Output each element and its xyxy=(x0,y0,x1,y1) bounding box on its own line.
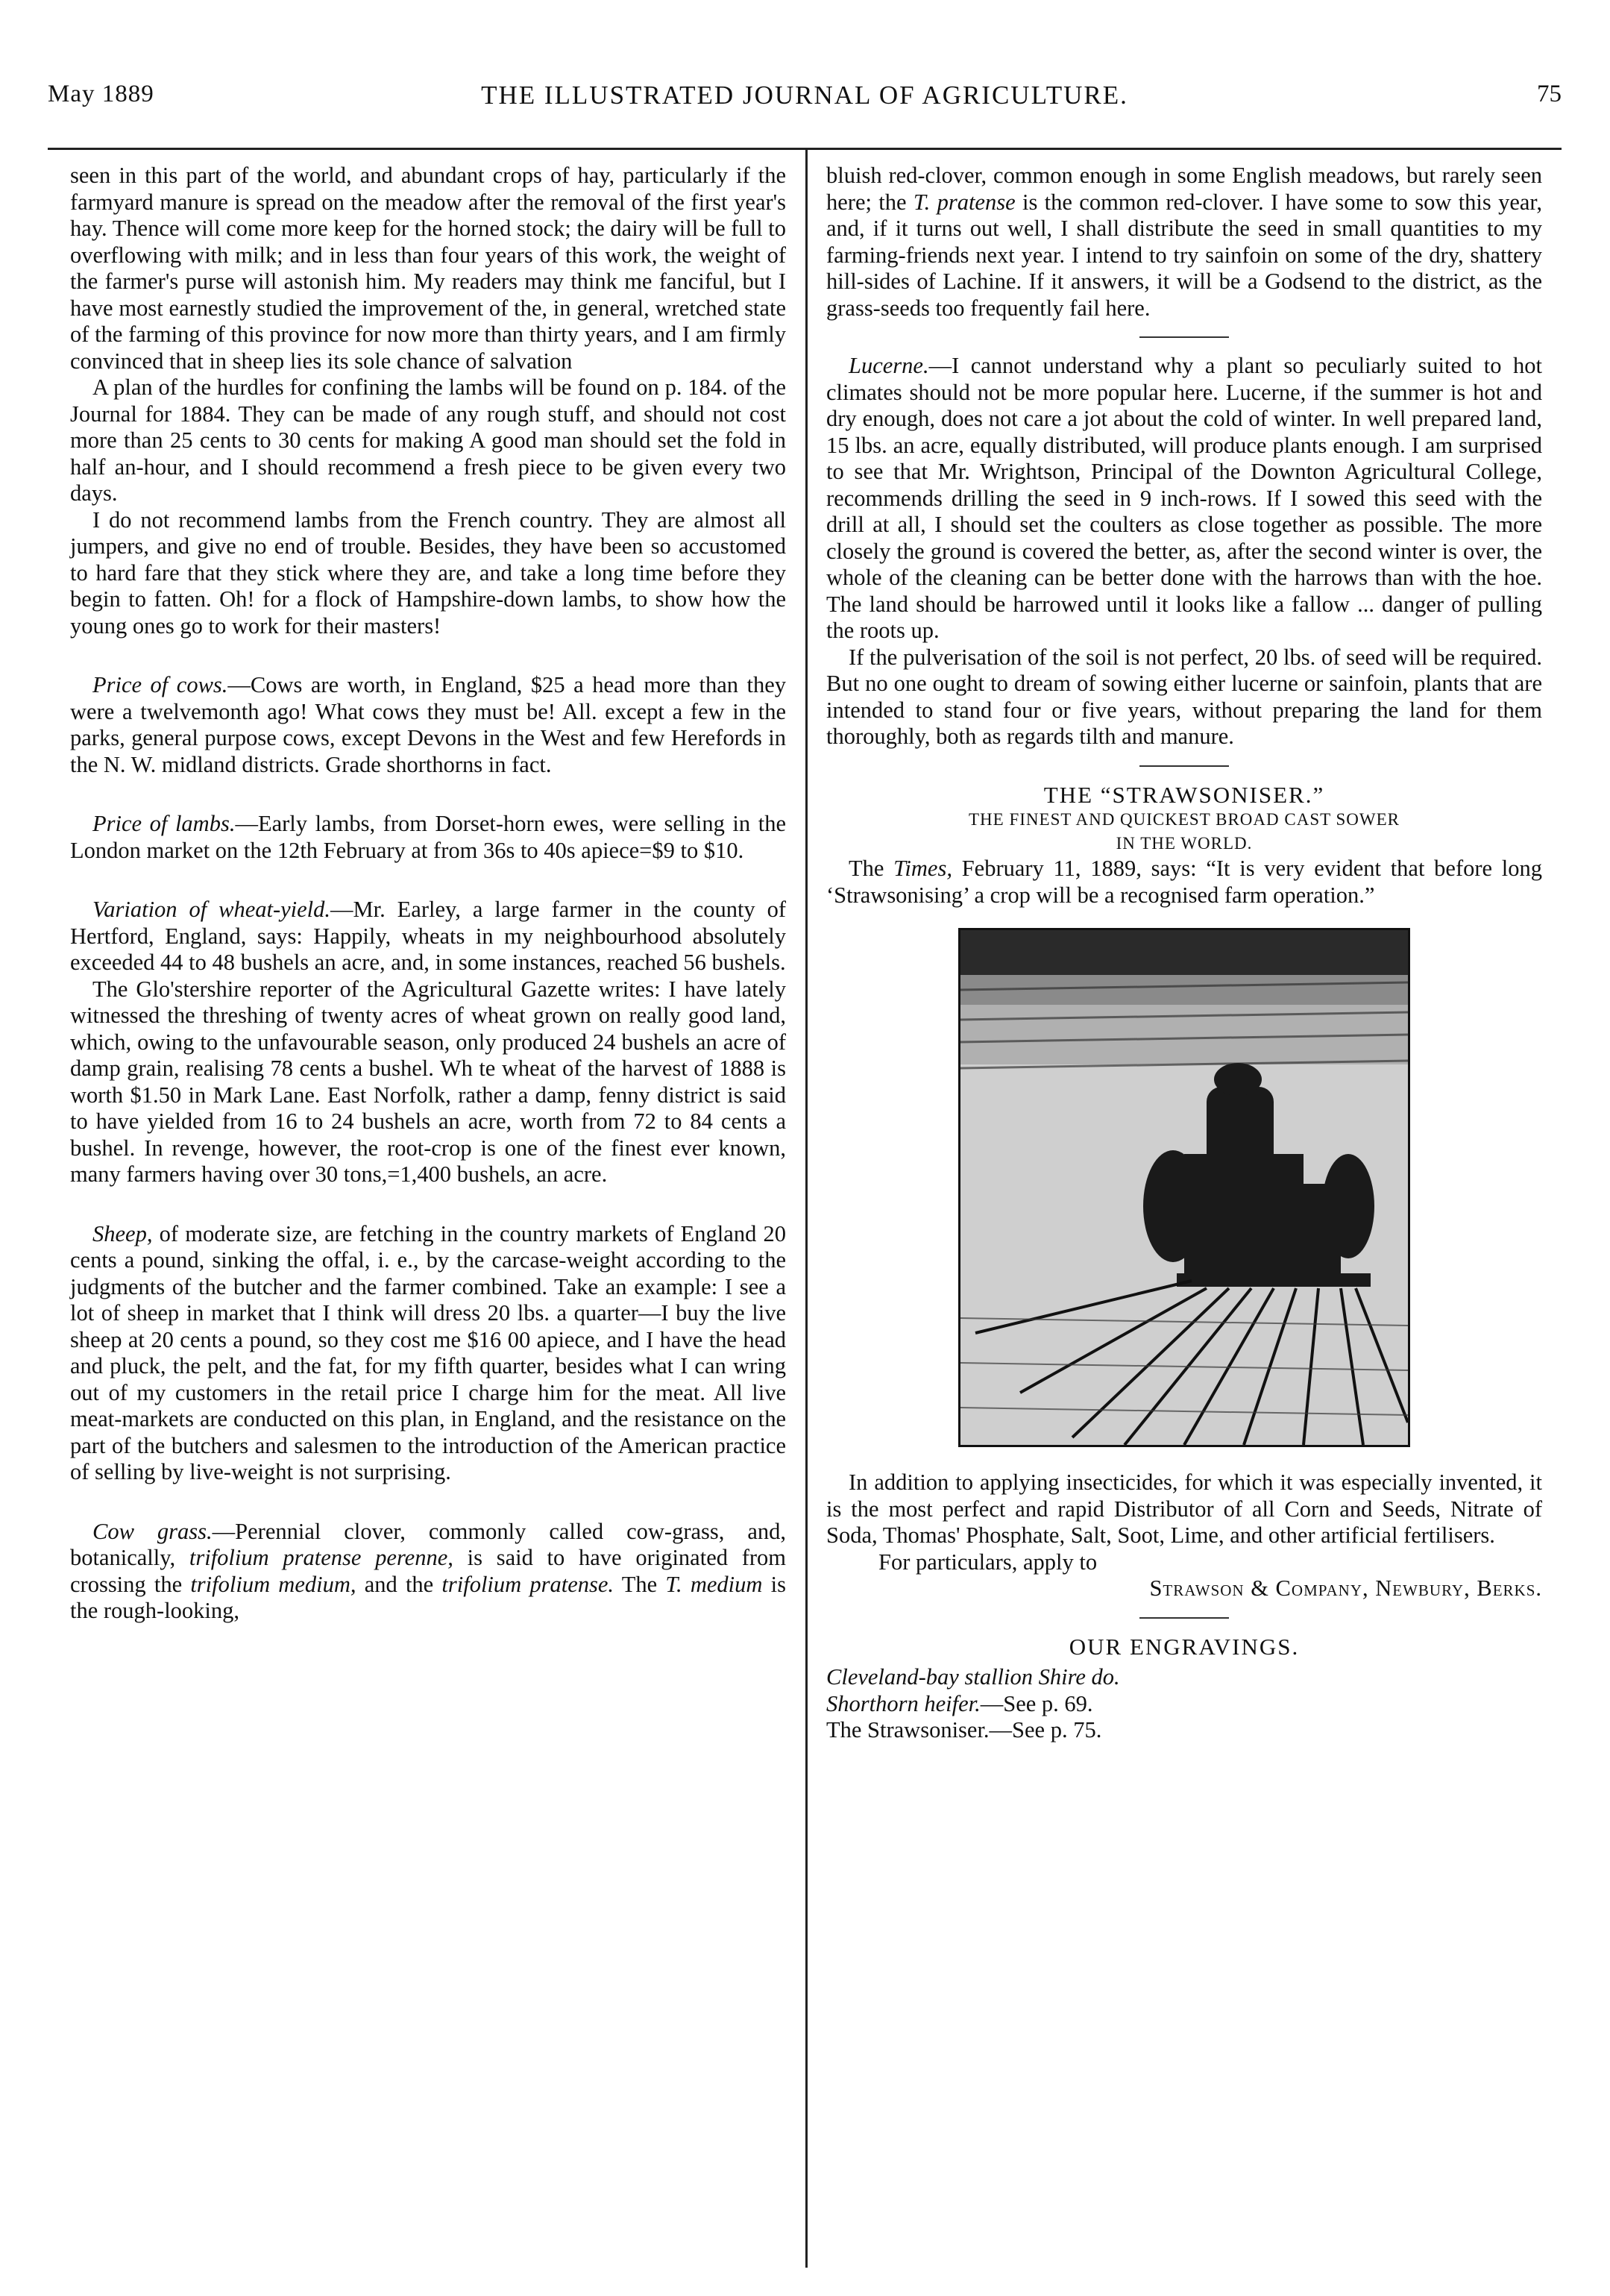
cow-grass-heading: Cow grass. xyxy=(92,1518,213,1544)
times-name: Times, xyxy=(893,856,952,881)
lucerne-heading: Lucerne. xyxy=(849,353,929,378)
cow-grass-latin-1: trifolium pratense perenne, xyxy=(189,1545,453,1570)
section-separator xyxy=(1139,1617,1229,1619)
paragraph-sheep-salvation: seen in this part of the world, and abundant crops of hay, particularly if the farmyard manure is spread on the meadow after the removal of the first year's hay. Thence will come more keep for the horned stock; the dairy will be full to overflowing with milk; and in less than four years of this work, the weight of the farmer's purse will astonish him. My readers may think me fanciful, but I have most earnestly studied the improvement of the, in general, wretched state of the farming of this province for now more than thirty years, and I am firmly convinced that in sheep lies its sole chance of salvation xyxy=(70,163,786,374)
price-of-lambs-heading: Price of lambs. xyxy=(92,811,236,836)
price-of-lambs-text: —Early lambs, from Dorset-horn ewes, were selling in the London market on the 12th February at from 36s to 40s apiece=$9 to $10. xyxy=(70,811,786,863)
paragraph-price-of-cows xyxy=(70,672,786,778)
right-column xyxy=(826,163,1542,1744)
cow-grass-latin-2: trifolium medium, xyxy=(190,1571,356,1597)
cow-grass-latin-3: trifolium pratense. xyxy=(441,1571,614,1597)
cow-grass-text: is the rough-looking, xyxy=(70,1571,786,1623)
strawsoniser-title: THE “STRAWSONISER.” xyxy=(1043,781,1325,808)
header-rule xyxy=(48,148,1562,150)
paragraph-cow-grass xyxy=(70,1519,786,1625)
red-clover-text: bluish red-clover, common enough in some English meadows, but rarely seen here; the xyxy=(826,163,1542,215)
header-page-number: 75 xyxy=(1537,81,1562,107)
paragraph-wheat-yield xyxy=(70,897,786,976)
cow-grass-text: The xyxy=(614,1571,666,1597)
paragraph-lucerne xyxy=(826,353,1542,644)
paragraph-strawsoniser-uses: In addition to applying insecticides, for which it was especially invented, it is the most perfect and rapid Distributor of all Corn and Seeds, Nitrate of Soda, Thomas' Phosphate, Salt, Soot, Lime, and other artificial fertilisers. xyxy=(826,1469,1542,1548)
engraving-item-2 xyxy=(826,1691,1542,1718)
engraving-item-3: The Strawsoniser.—See p. 75. xyxy=(826,1717,1102,1743)
red-clover-latin: T. pratense xyxy=(913,189,1016,215)
sheep-heading: Sheep, xyxy=(92,1220,153,1246)
wheat-yield-text: —Mr. Earley, a large farmer in the county of Hertford, England, says: Happily, wheats in my neighbourhood absolutely exceeded 44 to 48 bushels an acre, and, in some instances, reached 56 bushels. xyxy=(70,897,786,975)
paragraph-times-quote xyxy=(826,856,1542,909)
section-gap xyxy=(70,1486,786,1519)
section-gap xyxy=(70,864,786,897)
paragraph-gloucestershire-report: The Glo'stershire reporter of the Agricultural Gazette writes: I have lately witnessed the threshing of twenty acres of wheat grown on really good land, which, owing to the unfavourable season, only produced 24 bushels an acre of damp grain, realising 78 cents a bushel. Wh te wheat of the harvest of 1888 is worth $1.50 in Mark Lane. East Norfolk, rather a damp, fenny district is said to have yielded from 16 to 24 bushels an acre, worth from 72 to 84 cents a bushel. In revenge, however, the root-crop is one of the finest ever known, many farmers having over 30 tons,=1,400 bushels, an acre. xyxy=(70,976,786,1187)
cow-grass-text: and the xyxy=(356,1571,442,1597)
section-gap xyxy=(70,778,786,811)
red-clover-text: is the common red-clover. I have some to sow this year, and, if it turns out well, I shall distribute the seed in small quantities to my farming-friends next year. I intend to try sainfoin on some of the dry, shattery hill-sides of Lachine. If it answers, it will be a Godsend to the district, as the grass-seeds too frequently fail here. xyxy=(826,189,1542,321)
engraving-item-2-title: Shorthorn heifer. xyxy=(826,1690,981,1716)
section-gap xyxy=(70,1188,786,1221)
header-journal-title: THE ILLUSTRATED JOURNAL OF AGRICULTURE. xyxy=(481,81,1128,110)
header-date: May 1889 xyxy=(48,81,154,107)
times-quote-text: February 11, 1889, says: “It is very evident that before long ‘Strawsonising’ a crop will be a recognised farm operation.” xyxy=(826,856,1543,908)
paragraph-pulverisation: If the pulverisation of the soil is not perfect, 20 lbs. of seed will be required. But no one ought to dream of sowing either lucerne or sainfoin, plants that are intended to stand four or five years, without preparing the land for them thoroughly, both as regards tilth and manure. xyxy=(826,644,1542,749)
times-quote-text: The xyxy=(849,856,894,881)
paragraph-sheep xyxy=(70,1221,786,1486)
column-divider xyxy=(805,149,808,2268)
paragraph-hurdles: A plan of the hurdles for confining the lambs will be found on p. 184. of the Journal for 1884. They can be made of any rough stuff, and should not cost more than 25 cents to 30 cents for making A good man should set the fold in half an-hour, and I should recommend a fresh piece to be given every two days. xyxy=(70,374,786,506)
price-of-cows-heading: Price of cows. xyxy=(92,672,228,697)
sheep-text: of moderate size, are fetching in the country markets of England 20 cents a pound, sinking the offal, i. e., by the carcase-weight according to the judgments of the butcher and the farmer combined. Take an example: I see a lot of sheep in market that I think will dress 20 lbs. a quarter—I buy the live sheep at 20 cents a pound, so they cost me $16 00 apiece, and I have the head and pluck, the pelt, and the fat, for my fifth quarter, besides what I can wring out of my customers in the retail price I charge him for the meat. All live meat-markets are conducted on this plan, in England, and the resistance on the part of the butchers and salesmen to the introduction of the American practice of selling by live-weight is not surprising. xyxy=(70,1220,786,1484)
paragraph-french-lambs: I do not recommend lambs from the French country. They are almost all jumpers, and give no end of trouble. Besides, they have been so accustomed to hard fare that they stick where they are, and take a long time before they begin to fatten. Oh! for a flock of Hampshire-down lambs, to show how the young ones go to work for their masters! xyxy=(70,506,786,639)
paragraph-apply-to: For particulars, apply to xyxy=(878,1549,1098,1575)
wheat-yield-heading: Variation of wheat-yield. xyxy=(92,897,331,922)
engraving-item-1 xyxy=(826,1664,1542,1691)
left-column xyxy=(70,163,786,1625)
our-engravings-title: OUR ENGRAVINGS. xyxy=(1069,1633,1300,1660)
section-gap xyxy=(70,639,786,672)
cow-grass-text: is said to have originated from crossing the xyxy=(70,1545,786,1597)
strawsoniser-subtitle-2: IN THE WORLD. xyxy=(1116,834,1253,853)
lucerne-text: —I cannot understand why a plant so peculiarly suited to hot climates should not be more popular here. Lucerne, if the summer is hot and dry enough, does not care a jot about the cold of winter. In well prepared land, 15 lbs. an acre, equally distributed, will produce plants enough. I am surprised to see that Mr. Wrightson, Principal of the Downton Agricultural College, recommends drilling the seed in 9 inch-rows. If I sowed this seed with the drill at all, I should set the coulters as close together as possible. The more closely the ground is covered the better, as, after the second winter is over, the whole of the cleaning can be better done with the harrows than with the hoe. The land should be harrowed until it looks like a fallow ... danger of pulling the roots up. xyxy=(826,353,1542,643)
strawson-contact: Strawson & Company, Newbury, Berks. xyxy=(1149,1575,1542,1601)
price-of-cows-text: —Cows are worth, in England, $25 a head more than they were a twelvemonth ago! What cows they must be! All. except a few in the parks, general purpose cows, except Devons in the West and few Herefords in the N. W. midland districts. Grade shorthorns in fact. xyxy=(70,672,786,777)
section-separator xyxy=(1139,336,1229,338)
strawsoniser-engraving xyxy=(958,928,1410,1447)
cow-grass-text: —Perennial clover, commonly called cow-grass, and, botanically, xyxy=(70,1518,787,1570)
cow-grass-latin-4: T. medium xyxy=(665,1571,763,1597)
engraving-illustration xyxy=(960,930,1408,1445)
engraving-item-1-text: Cleveland-bay stallion Shire do. xyxy=(826,1664,1120,1690)
paragraph-price-of-lambs xyxy=(70,811,786,864)
paragraph-red-clover xyxy=(826,163,1542,321)
engraving-item-2-ref: —See p. 69. xyxy=(980,1690,1093,1716)
page-header xyxy=(48,81,1562,125)
section-separator xyxy=(1139,765,1229,767)
strawsoniser-subtitle-1: THE FINEST AND QUICKEST BROAD CAST SOWER xyxy=(969,810,1400,829)
